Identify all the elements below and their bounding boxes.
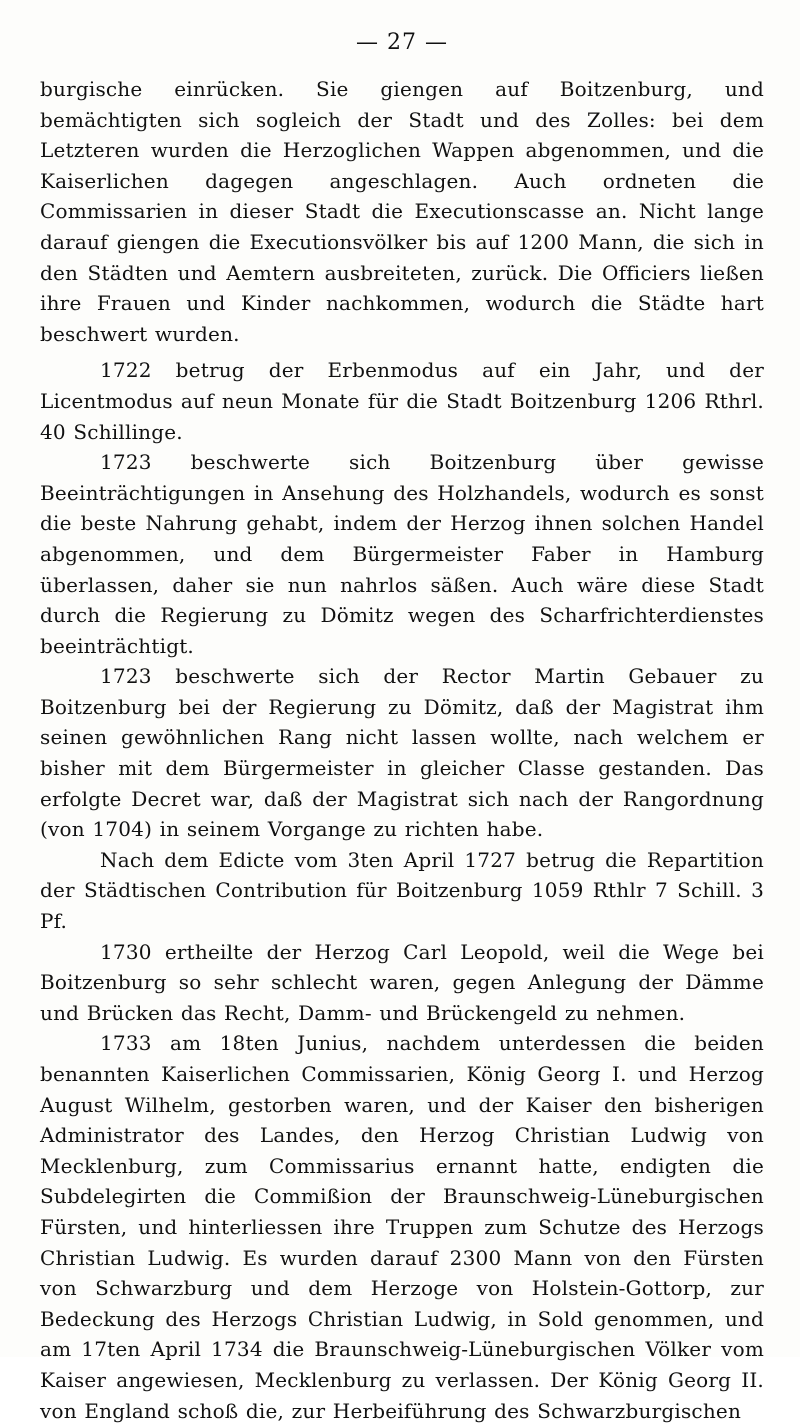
paragraph-2: 1722 betrug der Erbenmodus auf ein Jahr, und der Licentmodus auf neun Monate für die Stadt Boitzenburg 1206 Rthrl. 40 Schillinge. [40,358,764,444]
page-number: — 27 — [356,30,448,55]
paragraph-5: Nach dem Edicte vom 3ten April 1727 betrug die Repartition der Städtischen Contribution für Boitzenburg 1059 Rthlr 7 Schill. 3 Pf. [40,847,764,934]
paragraph-6: 1730 ertheilte der Herzog Carl Leopold, weil die Wege bei Boitzenburg so sehr schlecht waren, gegen Anlegung der Dämme und Brücken das Recht, Damm- und Brückengeld zu nehmen. [40,939,764,1025]
paragraph-1: burgische einrücken. Sie giengen auf Boitzenburg, und bemächtigten sich sogleich der Stadt und des Zolles: bei dem Letzteren wurden die Herzoglichen Wappen abgenommen, und die Kaiserlichen dagegen angeschlagen. Auch ordneten die Commissarien in dieser Stadt die Executionscasse an. Nicht lange darauf giengen die Executionsvölker bis auf 1200 Mann, die sich in den Städten und Aemtern ausbreiteten, zurück. Die Officiers ließen ihre Frauen und Kinder nachkommen, wodurch die Städte hart beschwert wurden. [40,77,764,346]
paragraph-4: 1723 beschwerte sich der Rector Martin Gebauer zu Boitzenburg bei der Regierung zu Dömitz, daß der Magistrat ihm seinen gewöhnlichen Rang nicht lassen wollte, nach welchem er bisher mit dem Bürgermeister in gleicher Classe gestanden. Das erfolgte Decret war, daß der Magistrat sich nach der Rangordnung (von 1704) in seinem Vorgange zu richten habe. [40,664,764,842]
page-body [40,74,764,1426]
paragraph-7: 1733 am 18ten Junius, nachdem unterdessen die beiden benannten Kaiserlichen Commissarien, König Georg I. und Herzog August Wilhelm, gestorben waren, und der Kaiser den bisherigen Administrator des Landes, den Herzog Christian Ludwig von Mecklenburg, zum Commissarius ernannt hatte, endigten die Subdelegirten die Commißion der Braunschweig-Lüneburgischen Fürsten, und hinterliessen ihre Truppen zum Schutze des Herzogs Christian Ludwig. Es wurden darauf 2300 Mann von den Fürsten von Schwarzburg und dem Herzoge von Holstein-Gottorp, zur Bedeckung des Herzogs Christian Ludwig, in Sold genommen, und am 17ten April 1734 die Braunschweig-Lüneburgischen Völker vom Kaiser angewiesen, Mecklenburg zu verlassen. Der König Georg II. von England schoß die, zur Herbeiführung des Schwarzburgischen [40,1031,764,1423]
paragraph-3: 1723 beschwerte sich Boitzenburg über gewisse Beeinträchtigungen in Ansehung des Holzhandels, wodurch es sonst die beste Nahrung gehabt, indem der Herzog ihnen solchen Handel abgenommen, und dem Bürgermeister Faber in Hamburg überlassen, daher sie nun nahrlos säßen. Auch wäre diese Stadt durch die Regierung zu Dömitz wegen des Scharfrichterdienstes beeinträchtigt. [40,450,764,658]
